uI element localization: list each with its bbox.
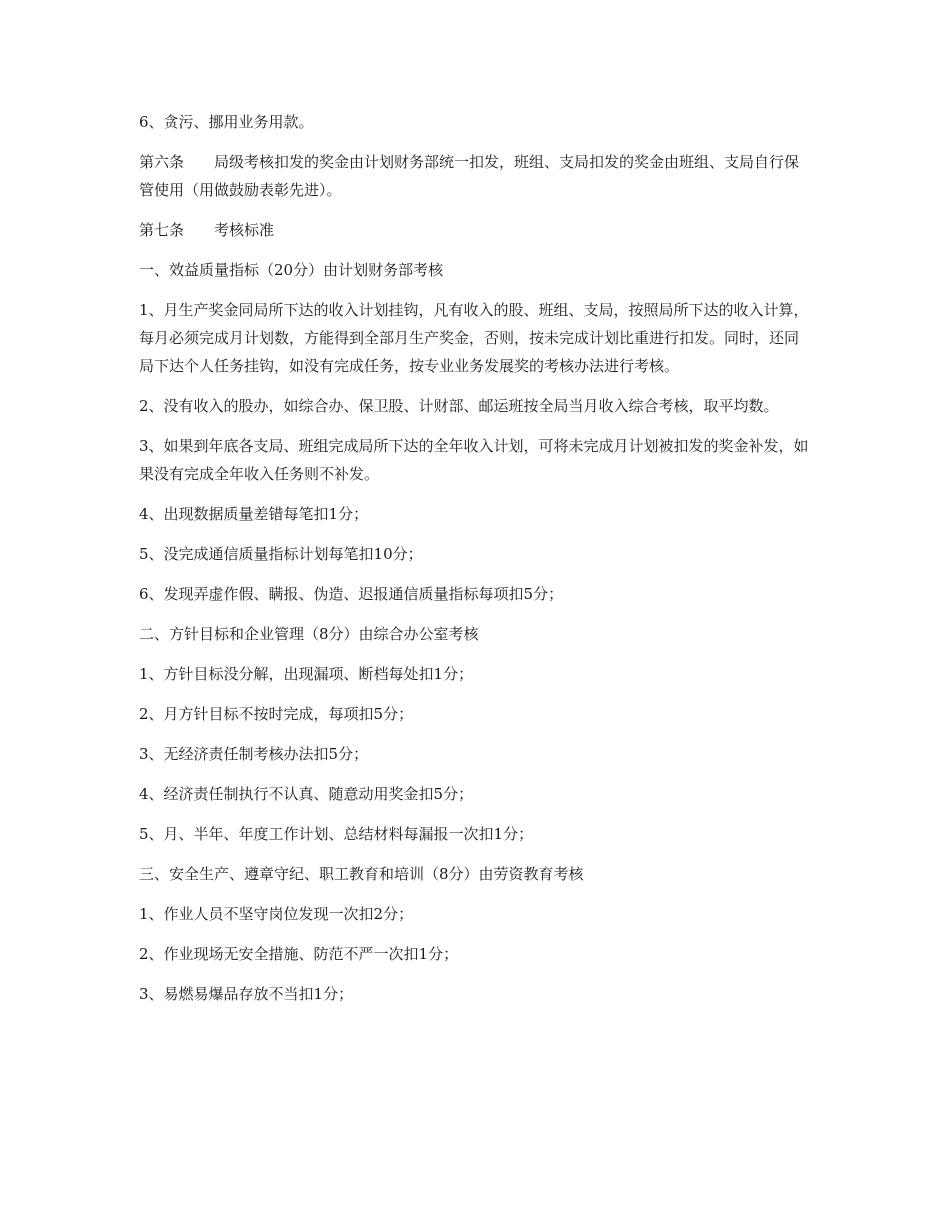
list-item: 3、易燃易爆品存放不当扣1分； [139,985,354,1003]
list-item: 1、作业人员不坚守岗位发现一次扣2分； [139,905,414,923]
list-item: 3、无经济责任制考核办法扣5分； [139,745,369,763]
list-item: 2、月方针目标不按时完成，每项扣5分； [139,705,414,723]
list-item: 5、月、半年、年度工作计划、总结材料每漏报一次扣1分； [139,825,534,843]
list-item: 1、月生产奖金同局所下达的收入计划挂钩，凡有收入的股、班组、支局，按照局所下达的收入计算，每月必须完成月计划数，方能得到全部月生产奖金，否则，按未完成计划比重进行扣发。同时，还同局下达个人任务挂钩，如没有完成任务，按专业业务发展奖的考核办法进行考核。 [139,301,809,375]
section-heading: 三、安全生产、遵章守纪、职工教育和培训（8分）由劳资教育考核 [139,865,584,883]
article-seven-heading: 第七条 考核标准 [139,221,275,239]
list-item: 2、没有收入的股办，如综合办、保卫股、计财部、邮运班按全局当月收入综合考核，取平均数。 [139,397,779,415]
section-heading: 二、方针目标和企业管理（8分）由综合办公室考核 [139,625,479,643]
article-six: 第六条 局级考核扣发的奖金由计划财务部统一扣发，班组、支局扣发的奖金由班组、支局自行保管使用（用做鼓励表彰先进）。 [139,153,800,199]
list-item: 6、贪污、挪用业务用款。 [139,113,314,131]
list-item: 4、经济责任制执行不认真、随意动用奖金扣5分； [139,785,474,803]
section-heading: 一、效益质量指标（20分）由计划财务部考核 [139,261,444,279]
list-item: 4、出现数据质量差错每笔扣1分； [139,505,369,523]
list-item: 1、方针目标没分解，出现漏项、断档每处扣1分； [139,665,474,683]
list-item: 5、没完成通信质量指标计划每笔扣10分； [139,545,423,563]
list-item: 3、如果到年底各支局、班组完成局所下达的全年收入计划，可将未完成月计划被扣发的奖金补发，如果没有完成全年收入任务则不补发。 [139,437,809,483]
document-page [139,108,809,1020]
list-item: 2、作业现场无安全措施、防范不严一次扣1分； [139,945,459,963]
list-item: 6、发现弄虚作假、瞒报、伪造、迟报通信质量指标每项扣5分； [139,585,564,603]
